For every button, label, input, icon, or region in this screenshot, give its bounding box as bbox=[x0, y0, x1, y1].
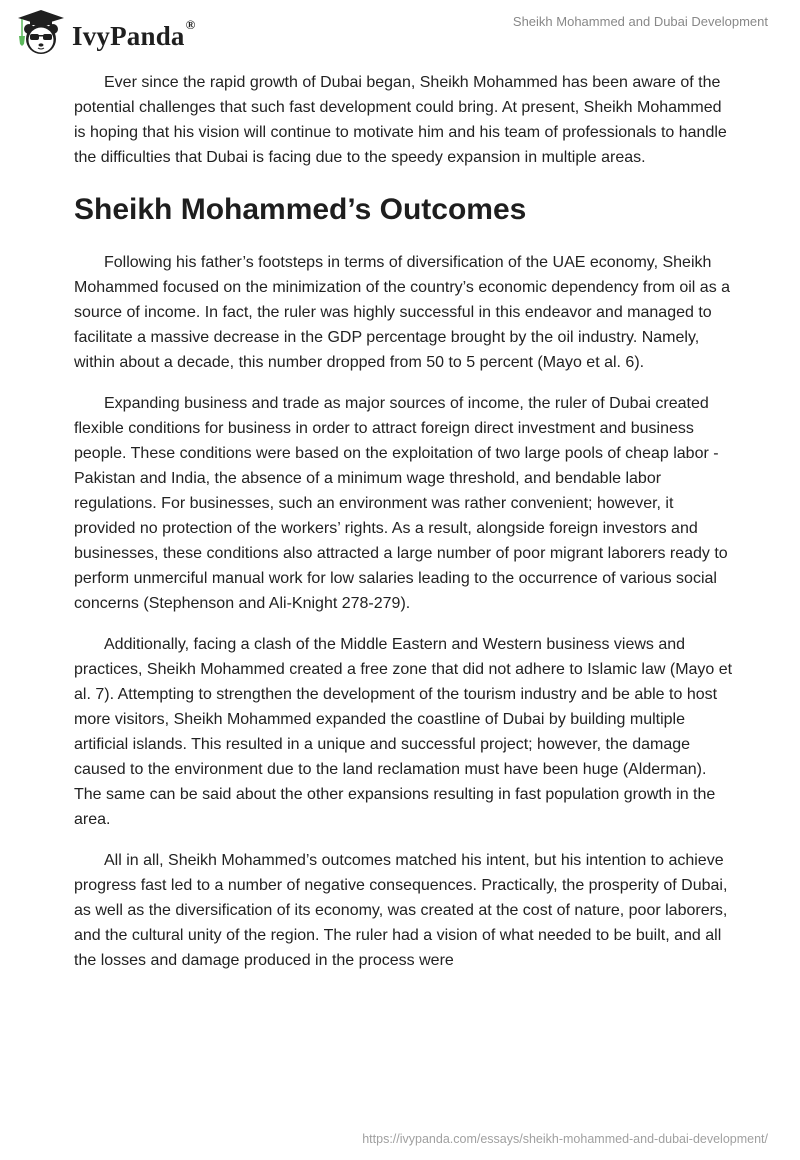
page-header bbox=[0, 0, 800, 62]
brand-name bbox=[72, 17, 196, 52]
source-url[interactable]: https://ivypanda.com/essays/sheikh-mohammed-and-dubai-development/ bbox=[362, 1132, 768, 1146]
body-paragraph: Expanding business and trade as major sources of income, the ruler of Dubai created flexible conditions for business in order to attract foreign direct investment and business people. These conditions were based on the exploitation of two large pools of cheap labor - Pakistan and India, the absence of a minimum wage threshold, and bendable labor regulations. For businesses, such an environment was rather convenient; however, it provided no protection of the workers’ rights. As a result, alongside foreign investors and businesses, these conditions also attracted a large number of poor migrant laborers ready to perform unmerciful manual work for low salaries leading to the occurrence of various social concerns (Stephenson and Ali-Knight 278-279). bbox=[74, 395, 728, 612]
ivypanda-logo[interactable] bbox=[16, 8, 196, 61]
essay-content bbox=[74, 70, 734, 989]
body-paragraph: Following his father’s footsteps in terms of diversification of the UAE economy, Sheikh Mohammed focused on the minimization of the country’s economic dependency from oil as a source of income. In fact, the ruler was highly successful in this endeavor and managed to facilitate a massive decrease in the GDP percentage brought by the oil industry. Namely, within about a decade, this number dropped from 50 to 5 percent (Mayo et al. 6). bbox=[74, 254, 731, 371]
body-paragraph: All in all, Sheikh Mohammed’s outcomes matched his intent, but his intention to achieve progress fast led to a number of negative consequences. Practically, the prosperity of Dubai, as well as the diversification of its economy, was created at the cost of nature, poor laborers, and the cultural unity of the region. The ruler had a vision of what needed to be built, and all the losses and damage produced in the process were bbox=[74, 852, 728, 969]
body-paragraph: Additionally, facing a clash of the Middle Eastern and Western business views and practices, Sheikh Mohammed created a free zone that did not adhere to Islamic law (Mayo et al. 7). Attempting to strengthen the development of the tourism industry and be able to host more visitors, Sheikh Mohammed expanded the coastline of Dubai by building multiple artificial islands. This resulted in a unique and successful project; however, the damage caused to the environment due to the land reclamation must have been huge (Alderman). The same can be said about the other expansions resulting in fast population growth in the area. bbox=[74, 636, 733, 828]
document-title: Sheikh Mohammed and Dubai Development bbox=[512, 14, 768, 29]
intro-paragraph: Ever since the rapid growth of Dubai began, Sheikh Mohammed has been aware of the potential challenges that such fast development could bring. At present, Sheikh Mohammed is hoping that his vision will continue to motivate him and his team of professionals to handle the difficulties that Dubai is facing due to the speedy expansion in multiple areas. bbox=[74, 74, 727, 166]
brand-text: IvyPanda bbox=[72, 21, 185, 51]
panda-graduate-icon bbox=[16, 8, 66, 61]
section-heading: Sheikh Mohammed’s Outcomes bbox=[74, 193, 527, 226]
registered-mark: ® bbox=[185, 17, 196, 32]
